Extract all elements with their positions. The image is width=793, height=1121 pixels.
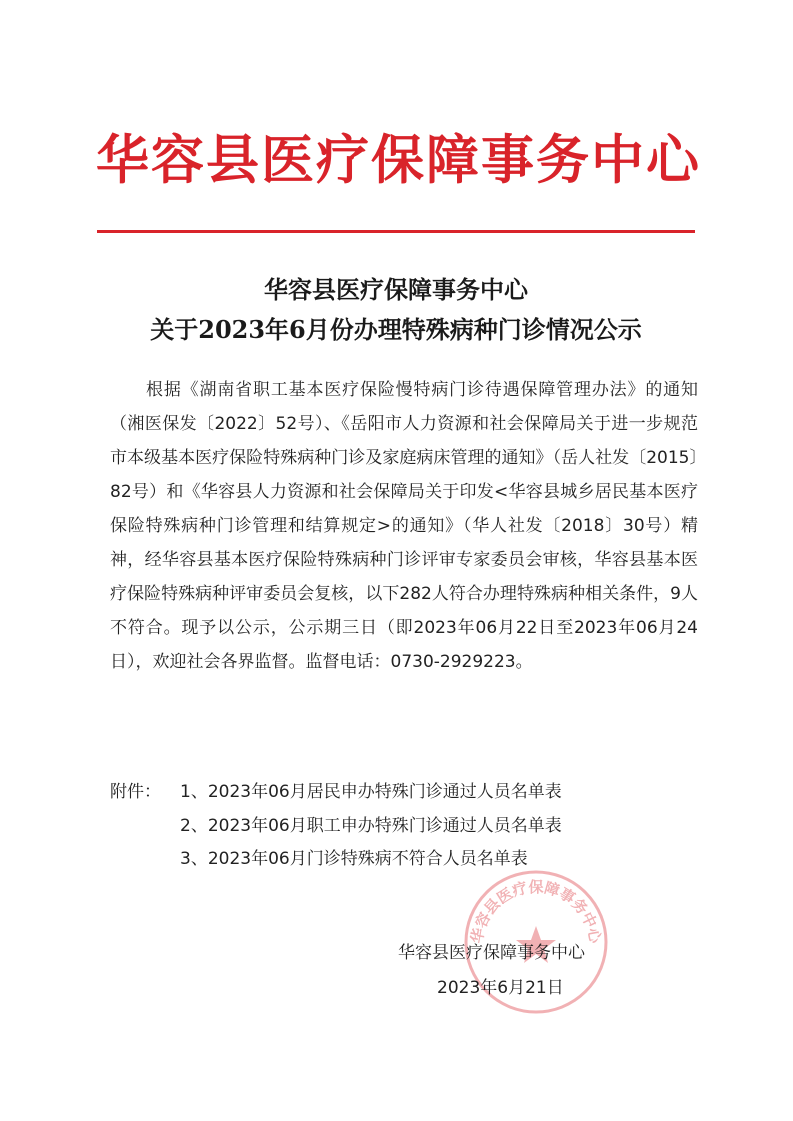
red-divider-line [97,230,695,233]
attachment-item: 2、2023年06月职工申办特殊门诊通过人员名单表 [180,816,562,836]
signature-date: 2023年6月21日 [437,978,564,998]
attachment-item: 1、2023年06月居民申办特殊门诊通过人员名单表 [180,782,562,802]
red-header-org-name: 华容县医疗保障事务中心 [96,129,701,191]
body-paragraph: 根据《湖南省职工基本医疗保险慢特病门诊待遇保障管理办法》的通知（湘医保发〔2022〕52号）、《岳阳市人力资源和社会保障局关于进一步规范市本级基本医疗保险特殊病种门诊及家庭病床管理的通知》（岳人社发〔2015〕82号）和《华容县人力资源和社会保障局关于印发<华容县城乡居民基本医疗保险特殊病种门诊管理和结算规定>的通知》（华人社发〔2018〕30号）精神，经华容县基本医疗保险特殊病种门诊评审专家委员会审核，华容县基本医疗保险特殊病种评审委员会复核，以下282人符合办理特殊病种相关条件，9人不符合。现予以公示，公示期三日（即2023年06月22日至2023年06月24日），欢迎社会各界监督。监督电话：0730-2929223。 [110,380,698,672]
seal-text: 华容县医疗保障事务中心 [467,878,605,945]
document-title-line2: 关于2023年6月份办理特殊病种门诊情况公示 [150,315,642,344]
attachments-label: 附件： [110,782,161,802]
attachment-item: 3、2023年06月门诊特殊病不符合人员名单表 [180,849,528,869]
signature-org: 华容县医疗保障事务中心 [398,943,585,963]
document-title-line1: 华容县医疗保障事务中心 [264,275,528,304]
